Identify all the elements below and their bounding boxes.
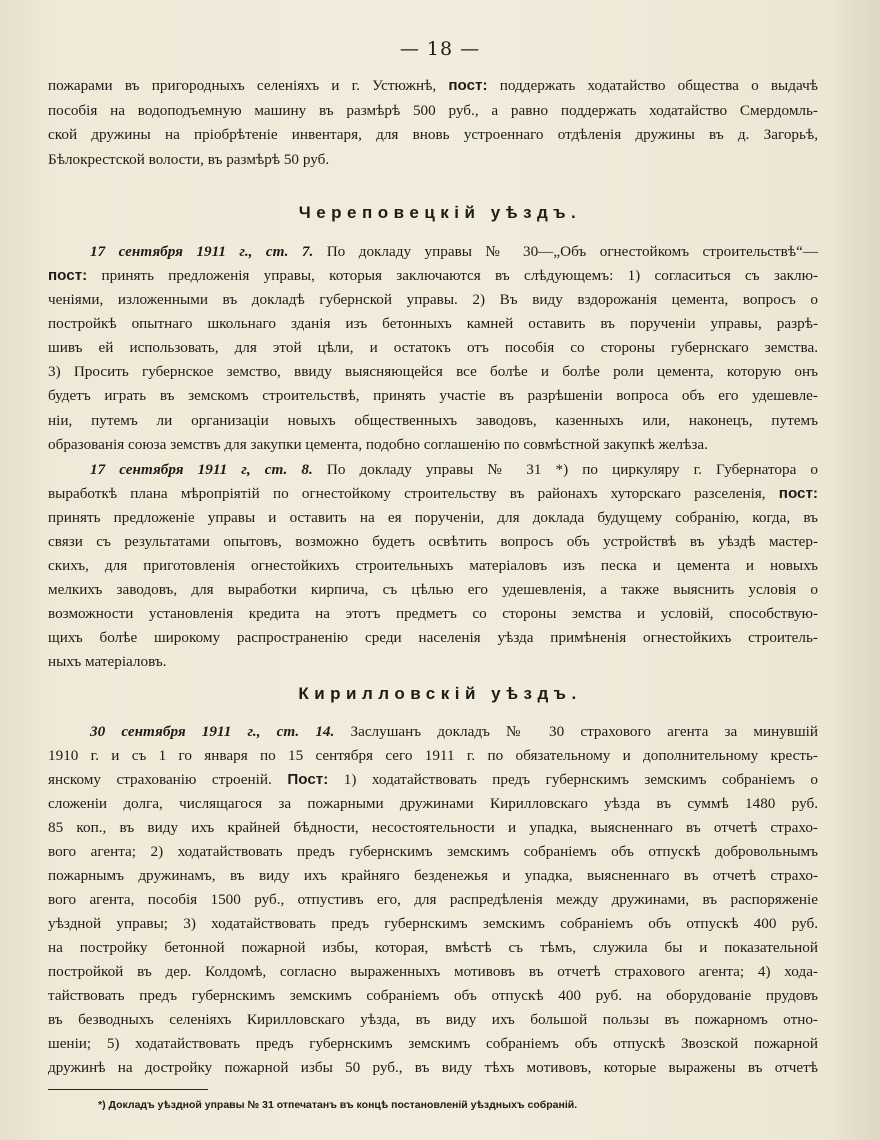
- intro-line-4: Бѣлокрестской волости, въ размѣрѣ 50 руб.: [48, 151, 330, 168]
- intro-line-1: [48, 76, 818, 96]
- section-heading-kirillov: Кирилловскій уѣздъ.: [298, 684, 582, 703]
- s1-p1-line-4: постройкѣ опытнаго школьнаго зданія изъ бетонныхъ камней оставить въ порученіи управы, разрѣ-: [48, 315, 818, 332]
- s2-p1-line-9: уѣздной управы; 3) ходатайствовать предъ губернскимъ земскимъ собраніемъ объ отпускѣ 400 руб.: [48, 915, 818, 932]
- text-span: пожарами въ пригородныхъ селеніяхъ и г. Устюжнѣ,: [48, 77, 437, 94]
- s1-p2-line-7: возможности установленія кредита на этотъ предметъ со стороны земства и условій, способствую-: [48, 605, 818, 622]
- s1-p1-line-5: шивъ ей использовать, для этой цѣли, и остатокъ отъ пособія со стороны губернскаго земства.: [48, 339, 818, 356]
- resolution-label: Пост:: [287, 771, 329, 788]
- resolution-label: пост:: [778, 485, 818, 502]
- entry-date: 30 сентября 1911 г., ст. 14.: [90, 723, 335, 740]
- text-span: поддержать ходатайство общества о выдачѣ: [499, 77, 819, 94]
- footnote-divider: [48, 1089, 208, 1090]
- entry-date: 17 сентября 1911 г, ст. 8.: [90, 461, 313, 478]
- s2-p1-line-2: 1910 г. и съ 1 го января по 15 сентября сего 1911 г. по обязательному и дополнительному кресть-: [48, 747, 818, 764]
- intro-line-2: пособія на водоподъемную машину въ размѣрѣ 500 руб., а равно поддержать ходатайство Смердомль-: [48, 102, 818, 119]
- intro-line-3: ской дружины на пріобрѣтеніе инвентаря, для вновь устроеннаго отдѣленія дружины въ д. Загорьѣ,: [48, 126, 818, 143]
- s1-p2-line-2: [48, 484, 818, 504]
- s1-p2-line-4: связи съ результатами опытовъ, возможно будетъ освѣтить вопросъ объ устройствѣ въ уѣздѣ мастер-: [48, 533, 818, 550]
- s2-p1-line-11: постройкой въ дер. Колдомѣ, согласно выраженныхъ мотивовъ въ отчетѣ страхового агента; 4) хода-: [48, 963, 818, 980]
- s1-p2-line-9: ныхъ матеріаловъ.: [48, 653, 167, 670]
- text-span: принять предложенія управы, которыя заключаются въ слѣдующемъ: 1) согласиться съ заклю-: [101, 267, 818, 284]
- s1-p2-line-1: [90, 460, 818, 480]
- s1-p2-line-6: мелкихъ заводовъ, для выработки кирпича, съ цѣлью его удешевленія, а также выяснить условія о: [48, 581, 818, 598]
- s1-p1-line-9: образованія союза земствъ для закупки цемента, подобно соглашенію по совмѣстной закупкѣ желѣза.: [48, 436, 708, 453]
- text-span: По докладу управы № 30—„Объ огнестойкомъ строительствѣ“—: [326, 243, 819, 260]
- s2-p1-line-8: вого агента, пособія 1500 руб., отпустивъ его, для распредѣленія между дружинами, въ распоряженіе: [48, 891, 818, 908]
- s2-p1-line-14: шеніи; 5) ходатайствовать предъ губернскимъ земскимъ собраніемъ объ отпускѣ Звозской пожарной: [48, 1035, 818, 1052]
- s2-p1-line-3: [48, 770, 818, 790]
- s2-p1-line-7: пожарнымъ дружинамъ, въ виду ихъ крайняго безденежья и упадка, выясненнаго въ отчетѣ страхо-: [48, 867, 818, 884]
- s1-p1-line-3: ченіями, изложенными въ докладѣ губернской управы. 2) Въ виду вздорожанія цемента, вопросъ о: [48, 291, 818, 308]
- s1-p1-line-8: ніи, путемъ ли организаціи новыхъ общественныхъ заводовъ, казенныхъ или, наконецъ, путемъ: [48, 412, 818, 429]
- s1-p1-line-2: [48, 266, 818, 286]
- s2-p1-line-4: сложеніи долга, числящагося за пожарными дружинами Кирилловскаго уѣзда въ суммѣ 1480 руб.: [48, 795, 818, 812]
- s1-p1-line-7: будетъ играть въ земскомъ строительствѣ, принять участіе въ разрѣшеніи вопроса объ его удешевле-: [48, 387, 818, 404]
- resolution-label: пост:: [448, 77, 488, 94]
- s1-p1-line-6: 3) Просить губернское земство, ввиду выясняющейся все болѣе и болѣе роли цемента, которую онъ: [48, 363, 818, 380]
- s1-p2-line-8: щихъ болѣе широкому распространенію среди населенія уѣзда примѣненія огнестойкихъ строитель-: [48, 629, 818, 646]
- s1-p1-line-1: [90, 242, 818, 262]
- s2-p1-line-10: на постройку бетонной пожарной избы, которая, вмѣстѣ съ тѣмъ, служила бы и показательной: [48, 939, 818, 956]
- s2-p1-line-12: тайствовать предъ губернскимъ земскимъ собраніемъ объ отпускѣ 400 руб. на оборудованіе прудовъ: [48, 987, 818, 1004]
- s2-p1-line-6: вого агента; 2) ходатайствовать предъ губернскимъ земскимъ собраніемъ объ отпускѣ добровольнымъ: [48, 843, 818, 860]
- footnote: *) Докладъ уѣздной управы № 31 отпечатанъ въ концѣ постановленій уѣздныхъ собраній.: [98, 1099, 578, 1111]
- s2-p1-line-13: въ безводныхъ селеніяхъ Кирилловскаго уѣзда, въ виду ихъ большой пользы въ пожарномъ отно-: [48, 1011, 818, 1028]
- text-span: янскому страхованію строеній.: [48, 771, 272, 788]
- page-number: — 18 —: [399, 38, 481, 60]
- s2-p1-line-15: дружинѣ на достройку пожарной избы 50 руб., въ виду тѣхъ мотивовъ, которые выражены въ отчетѣ: [48, 1059, 818, 1076]
- text-span: По докладу управы № 31 *) по циркуляру г. Губернатора о: [326, 461, 818, 478]
- text-span: выработкѣ плана мѣропріятій по огнестойкому строительству въ районахъ хуторскаго разселенія,: [48, 485, 766, 502]
- s2-p1-line-1: [90, 722, 818, 742]
- text-span: Заслушанъ докладъ № 30 страхового агента за минувшій: [350, 723, 819, 740]
- s2-p1-line-5: 85 коп., въ виду ихъ крайней бѣдности, несостоятельности и упадка, выясненнаго въ отчетѣ страхо-: [48, 819, 818, 836]
- s1-p2-line-3: принять предложеніе управы и оставить на ея порученіи, для доклада будущему собранію, когда, въ: [48, 509, 818, 526]
- section-heading-cherepovets: Череповецкій уѣздъ.: [298, 203, 582, 222]
- s1-p2-line-5: скихъ, для приготовленія огнестойкихъ строительныхъ матеріаловъ изъ песка и цемента и новыхъ: [48, 557, 818, 574]
- resolution-label: пост:: [48, 267, 88, 284]
- text-span: 1) ходатайствовать предъ губернскимъ земскимъ собраніемъ о: [343, 771, 819, 788]
- entry-date: 17 сентября 1911 г., ст. 7.: [90, 243, 314, 260]
